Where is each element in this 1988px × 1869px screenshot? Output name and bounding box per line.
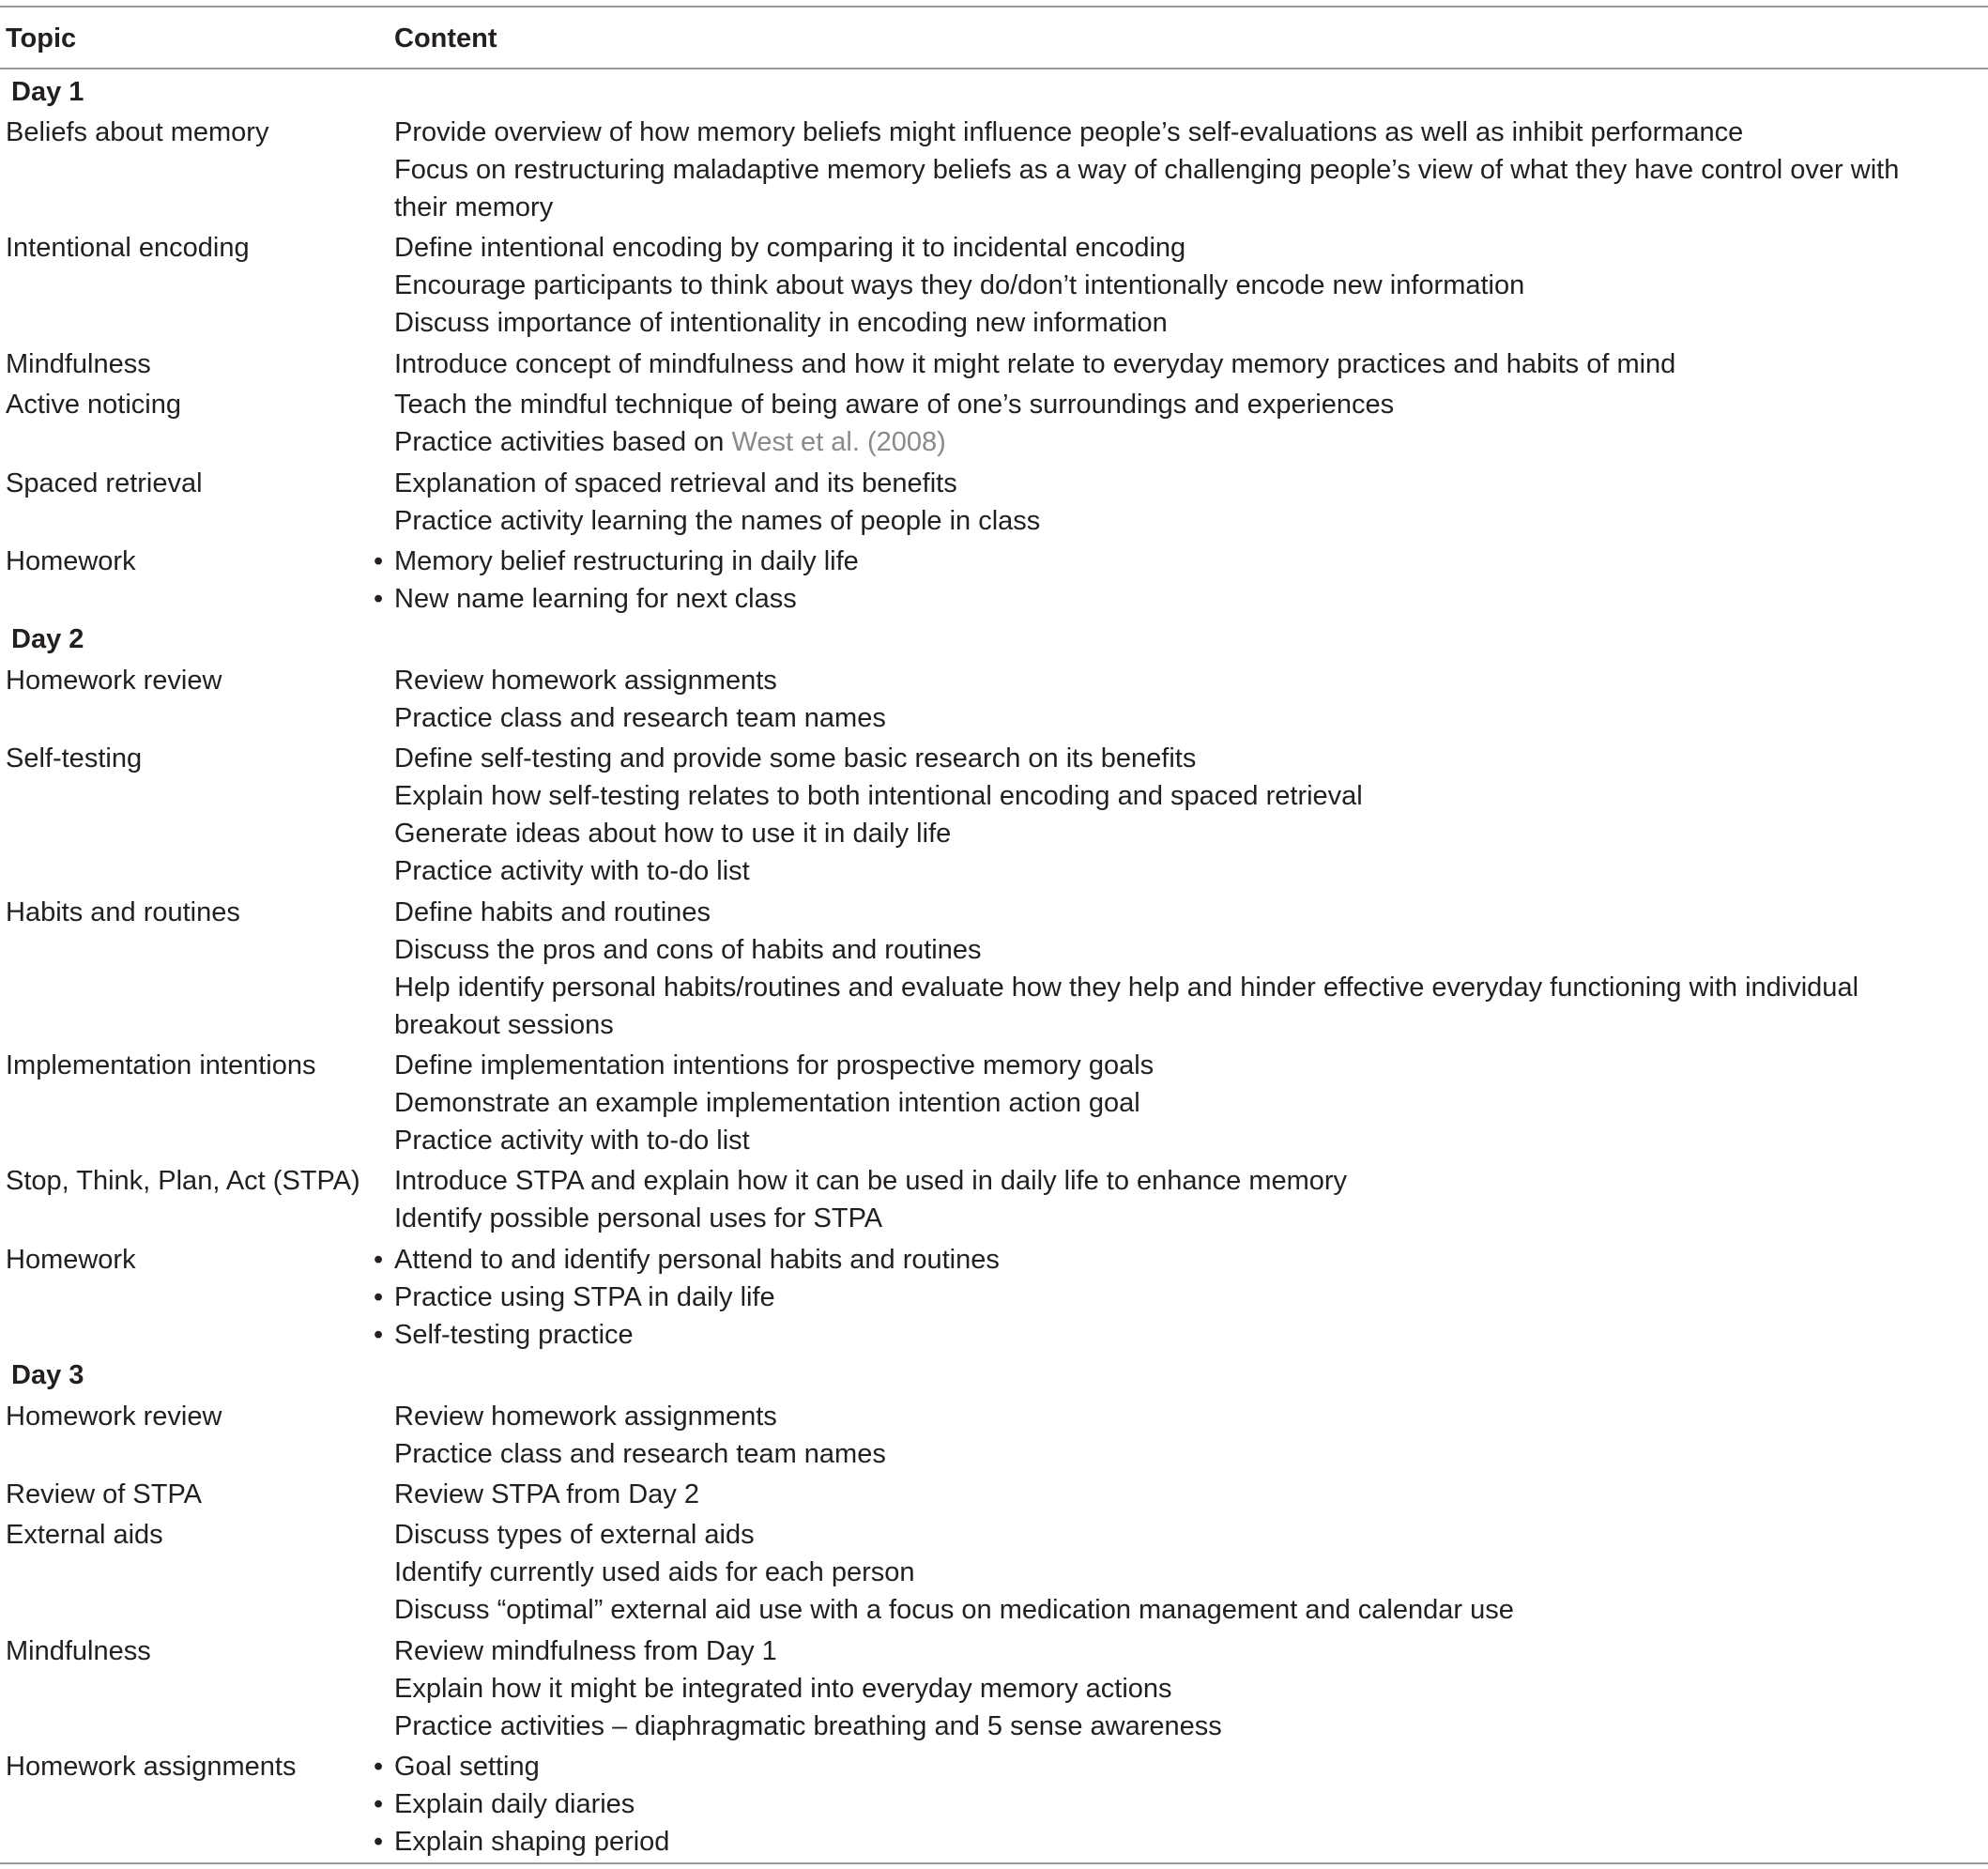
content-cell	[392, 1047, 1988, 1159]
content-text: Discuss types of external aids	[394, 1520, 755, 1551]
content-line	[392, 662, 1950, 699]
content-line	[392, 1632, 1950, 1670]
content-line	[392, 114, 1950, 151]
content-line	[392, 740, 1950, 777]
bullet-item	[392, 543, 1950, 580]
content-text: Demonstrate an example implementation intention action goal	[394, 1087, 1140, 1118]
content-line	[392, 1398, 1950, 1435]
table-row	[0, 662, 1988, 737]
table-row	[0, 740, 1988, 890]
content-line	[392, 1554, 1950, 1591]
topic-cell: Homework review	[6, 665, 222, 696]
content-text: Focus on restructuring maladaptive memory beliefs as a way of challenging people’s view of what they have control over with their memory	[394, 155, 1900, 223]
topic-cell: Implementation intentions	[6, 1049, 316, 1080]
content-cell	[392, 229, 1988, 342]
content-text: Memory belief restructuring in daily life	[394, 546, 859, 577]
content-text: Self-testing practice	[394, 1319, 634, 1350]
content-line	[392, 931, 1950, 969]
topic-cell: Intentional encoding	[6, 233, 250, 264]
content-line	[392, 699, 1950, 737]
content-text: Explain daily diaries	[394, 1789, 635, 1820]
content-cell	[392, 1398, 1988, 1473]
content-text: Review homework assignments	[394, 665, 777, 696]
content-cell	[392, 465, 1988, 540]
table-row	[0, 229, 1988, 342]
content-cell	[392, 1162, 1988, 1237]
content-text: Define self-testing and provide some basic research on its benefits	[394, 743, 1197, 774]
topic-cell: Homework	[6, 546, 136, 577]
content-text: Practice activity learning the names of people in class	[394, 505, 1041, 536]
bullet-item	[392, 1823, 1950, 1861]
content-text: Help identify personal habits/routines and evaluate how they help and hinder effective everyday functioning with individual breakout sessions	[394, 972, 1859, 1040]
topic-cell: Homework assignments	[6, 1752, 297, 1783]
day-heading: Day 3	[11, 1360, 84, 1391]
content-cell	[392, 1241, 1988, 1354]
content-line	[392, 1162, 1950, 1200]
table-row	[0, 1162, 1988, 1237]
content-text: Discuss “optimal” external aid use with a focus on medication management and calendar use	[394, 1595, 1514, 1626]
content-text: Review STPA from Day 2	[394, 1478, 700, 1509]
table-row	[0, 114, 1988, 226]
bullet-item	[392, 580, 1950, 618]
content-text: Provide overview of how memory beliefs might influence people’s self-evaluations as well as inhibit performance	[394, 117, 1744, 148]
content-line	[392, 151, 1950, 226]
content-text: Practice activities based on	[394, 427, 732, 458]
table-row	[0, 894, 1988, 1044]
content-line	[392, 1591, 1950, 1629]
content-text: Practice class and research team names	[394, 702, 886, 733]
content-text: Define implementation intentions for prospective memory goals	[394, 1049, 1155, 1080]
content-cell	[392, 1632, 1988, 1745]
content-text: Practice using STPA in daily life	[394, 1281, 775, 1312]
content-text: Review homework assignments	[394, 1401, 777, 1432]
table-row	[0, 386, 1988, 461]
bullet-item	[392, 1748, 1950, 1785]
content-text: Practice activity with to-do list	[394, 856, 750, 887]
topic-cell: Homework	[6, 1244, 136, 1275]
content-cell	[392, 114, 1988, 226]
content-line	[392, 1200, 1950, 1237]
content-text: Introduce concept of mindfulness and how it might relate to everyday memory practices and habits of mind	[394, 348, 1676, 379]
content-text: Introduce STPA and explain how it can be used in daily life to enhance memory	[394, 1166, 1348, 1197]
content-line	[392, 894, 1950, 931]
topic-cell: Habits and routines	[6, 896, 240, 927]
content-text: Identify possible personal uses for STPA	[394, 1203, 883, 1234]
content-text: Review mindfulness from Day 1	[394, 1635, 777, 1666]
topic-cell: Mindfulness	[6, 348, 151, 379]
content-text: Discuss the pros and cons of habits and routines	[394, 934, 982, 965]
table-body	[0, 69, 1988, 1862]
content-line	[392, 1435, 1950, 1473]
topic-cell: Active noticing	[6, 390, 181, 421]
table-row	[0, 465, 1988, 540]
content-cell	[392, 543, 1988, 618]
table-header	[0, 8, 1988, 69]
content-cell	[392, 386, 1988, 461]
table-row	[0, 1476, 1988, 1513]
content-cell	[392, 1516, 1988, 1629]
content-line	[392, 386, 1950, 423]
table-row	[0, 345, 1988, 383]
content-line	[392, 1476, 1950, 1513]
content-line	[392, 267, 1950, 304]
bullet-item	[392, 1785, 1950, 1823]
content-line	[392, 1670, 1950, 1708]
content-text: Define intentional encoding by comparing it to incidental encoding	[394, 233, 1186, 264]
data-table	[0, 6, 1988, 1864]
content-text: Practice activities – diaphragmatic breathing and 5 sense awareness	[394, 1710, 1222, 1741]
content-line	[392, 1516, 1950, 1554]
topic-cell: Mindfulness	[6, 1635, 151, 1666]
content-line	[392, 969, 1950, 1044]
table-row	[0, 1748, 1988, 1861]
content-text: New name learning for next class	[394, 584, 797, 615]
content-text: Encourage participants to think about ways they do/don’t intentionally encode new information	[394, 270, 1525, 301]
content-line	[392, 1047, 1950, 1084]
content-line	[392, 777, 1950, 815]
content-cell	[392, 740, 1988, 890]
bullet-item	[392, 1241, 1950, 1279]
header-topic: Topic	[6, 23, 77, 54]
table-row	[0, 1241, 1988, 1354]
content-text: Practice class and research team names	[394, 1438, 886, 1469]
table-row	[0, 1047, 1988, 1159]
content-cell	[392, 345, 1988, 383]
header-content: Content	[394, 23, 497, 54]
content-text: Define habits and routines	[394, 896, 711, 927]
content-text: Attend to and identify personal habits and routines	[394, 1244, 1000, 1275]
day-heading: Day 1	[11, 76, 84, 107]
content-text: Goal setting	[394, 1752, 540, 1783]
citation-link[interactable]: West et al. (2008)	[731, 427, 946, 458]
content-cell	[392, 1476, 1988, 1513]
content-text: Generate ideas about how to use it in daily life	[394, 819, 952, 850]
topic-cell: Self-testing	[6, 743, 143, 774]
content-line	[392, 852, 1950, 890]
content-line	[392, 304, 1950, 342]
content-line	[392, 229, 1950, 267]
content-text: Explain how it might be integrated into everyday memory actions	[394, 1673, 1172, 1704]
content-text: Practice activity with to-do list	[394, 1125, 750, 1156]
content-line	[392, 1122, 1950, 1159]
content-text: Teach the mindful technique of being aware of one’s surroundings and experiences	[394, 390, 1395, 421]
bullet-item	[392, 1279, 1950, 1316]
content-text: Explain shaping period	[394, 1827, 670, 1858]
table-row	[0, 1516, 1988, 1629]
content-cell	[392, 1748, 1988, 1861]
topic-cell: Homework review	[6, 1401, 222, 1432]
topic-cell: Review of STPA	[6, 1478, 202, 1509]
content-text: Explain how self-testing relates to both intentional encoding and spaced retrieval	[394, 781, 1363, 812]
content-line	[392, 345, 1950, 383]
content-text: Discuss importance of intentionality in encoding new information	[394, 308, 1168, 339]
table-row	[0, 1398, 1988, 1473]
content-line	[392, 1084, 1950, 1122]
content-line	[392, 423, 1950, 461]
content-line	[392, 465, 1950, 502]
bullet-item	[392, 1316, 1950, 1354]
content-line	[392, 815, 1950, 852]
table-row	[0, 1632, 1988, 1745]
content-text: Explanation of spaced retrieval and its benefits	[394, 467, 957, 498]
topic-cell: Beliefs about memory	[6, 117, 269, 148]
table-row	[0, 543, 1988, 618]
content-cell	[392, 662, 1988, 737]
content-line	[392, 502, 1950, 540]
topic-cell: External aids	[6, 1520, 163, 1551]
topic-cell: Spaced retrieval	[6, 467, 203, 498]
content-cell	[392, 894, 1988, 1044]
topic-cell: Stop, Think, Plan, Act (STPA)	[6, 1166, 360, 1197]
day-heading: Day 2	[11, 624, 84, 655]
content-line	[392, 1708, 1950, 1745]
content-text: Identify currently used aids for each person	[394, 1557, 915, 1588]
